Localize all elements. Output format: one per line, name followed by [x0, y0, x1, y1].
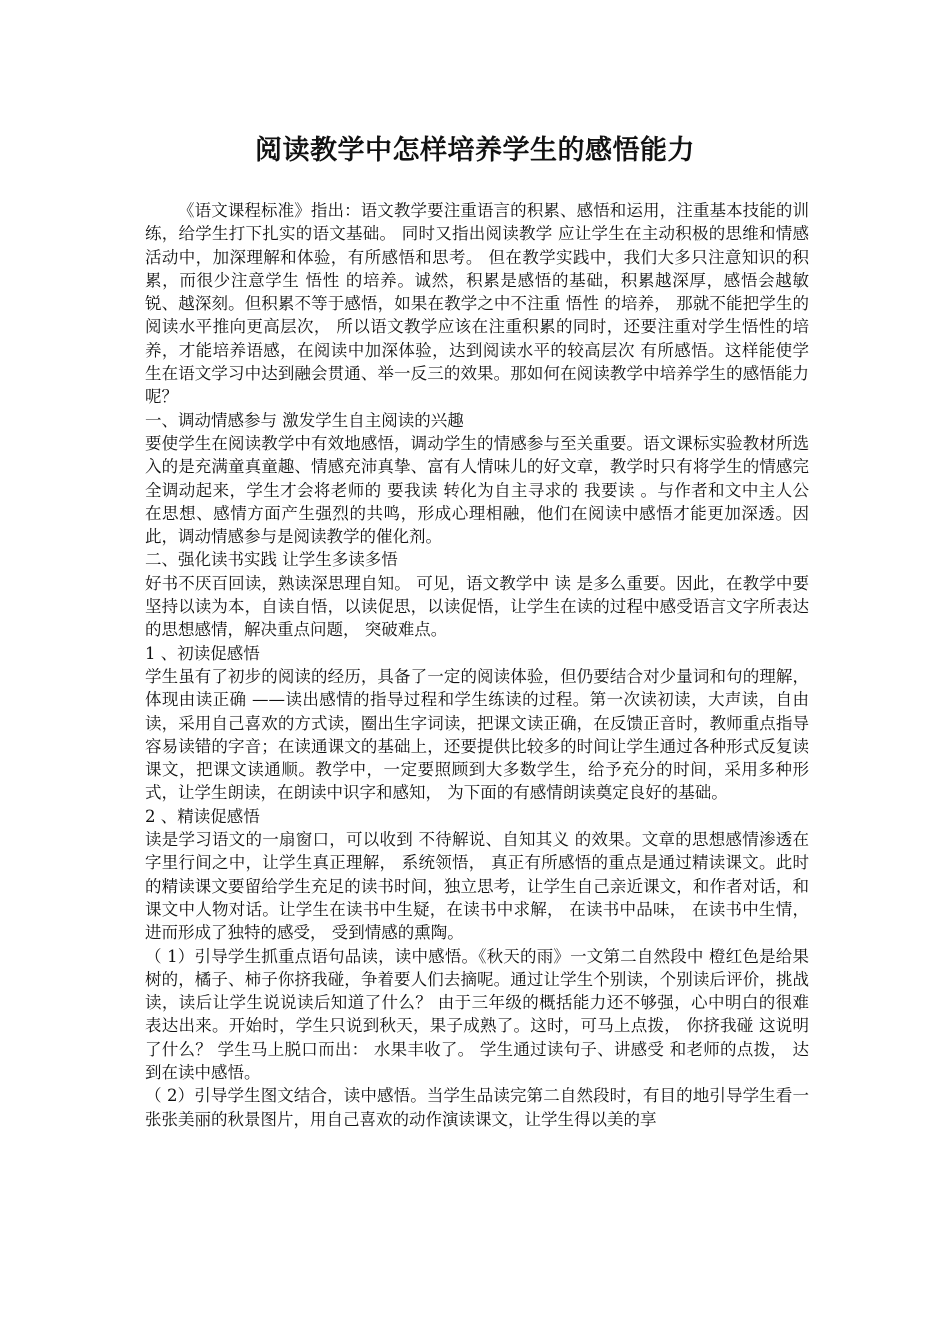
subsection-2-2-point-1: （ 1）引导学生抓重点语句品读，读中感悟。《秋天的雨》一文第二自然段中 橙红色是给果树的，橘子、柿子你挤我碰，争着要人们去摘呢。通过让学生个别读，个别读后评价，挑战读，读后让学生说说读后知道了什么？ 由于三年级的概括能力还不够强，心中明白的很难表达出来。开始时，学生只说到秋天，果子成熟了。这时，可马上点拨， 你挤我碰 这说明了什么？ 学生马上脱口而出： 水果丰收了。 学生通过读句子、讲感受 和老师的点拨， 达到在读中感悟。: [145, 946, 809, 1082]
section-heading-1: 一、调动情感参与 激发学生自主阅读的兴趣: [145, 410, 464, 430]
intro-paragraph: 《语文课程标准》指出：语文教学要注重语言的积累、感悟和运用，注重基本技能的训练，给学生打下扎实的语文基础。 同时又指出阅读教学 应让学生在主动积极的思维和情感活动中，加深理解和体验，有所感悟和思考。 但在教学实践中，我们大多只注意知识的积累，而很少注意学生 悟性 的培养。诚然，积累是感悟的基础，积累越深厚，感悟会越敏锐、越深刻。但积累不等于感悟，如果在教学之中不注重 悟性 的培养， 那就不能把学生的阅读水平推向更高层次， 所以语文教学应该在注重积累的同时，还要注重对学生悟性的培养，才能培养语感，在阅读中加深体验，达到阅读水平的较高层次 有所感悟。这样能使学生在语文学习中达到融会贯通、举一反三的效果。那如何在阅读教学中培养学生的感悟能力呢？: [145, 201, 809, 407]
document-title: 阅读教学中怎样培养学生的感悟能力: [255, 135, 695, 166]
section-heading-2: 二、强化读书实践 让学生多读多悟: [145, 550, 398, 570]
section-2-paragraph: 好书不厌百回读，熟读深思理自知。 可见，语文教学中 读 是多么重要。因此，在教学中要坚持以读为本，自读自悟，以读促思，以读促悟，让学生在读的过程中感受语言文字所表达的思想感情，解决重点问题， 突破难点。: [145, 573, 809, 640]
subsection-2-2-point-2: （ 2）引导学生图文结合，读中感悟。当学生品读完第二自然段时，有目的地引导学生看一张张美丽的秋景图片，用自己喜欢的动作演读课文，让学生得以美的享: [145, 1086, 809, 1129]
section-1-paragraph: 要使学生在阅读教学中有效地感悟，调动学生的情感参与至关重要。语文课标实验教材所选入的是充满童真童趣、情感充沛真挚、富有人情味儿的好文章，教学时只有将学生的情感完全调动起来，学生才会将老师的 要我读 转化为自主寻求的 我要读 。与作者和文中主人公在思想、感情方面产生强烈的共鸣，形成心理相融，他们在阅读中感悟才能更加深透。因此，调动情感参与是阅读教学的催化剂。: [145, 433, 809, 547]
subsection-heading-2-2: 2 、精读促感悟: [145, 806, 260, 826]
subsection-2-1-paragraph: 学生虽有了初步的阅读的经历，具备了一定的阅读体验，但仍要结合对少量词和句的理解，体现由读正确 ——读出感情的指导过程和学生练读的过程。第一次读初读，大声读，自由读，采用自己喜欢的方式读，圈出生字词读，把课文读正确，在反馈正音时，教师重点指导容易读错的字音；在读通课文的基础上，还要提供比较多的时间让学生通过各种形式反复读课文，把课文读通顺。教学中，一定要照顾到大多数学生，给予充分的时间，采用多种形式，让学生朗读，在朗读中识字和感知， 为下面的有感情朗读奠定良好的基础。: [145, 666, 809, 803]
subsection-heading-2-1: 1 、初读促感悟: [145, 643, 260, 663]
subsection-2-2-paragraph: 读是学习语文的一扇窗口，可以收到 不待解说、自知其义 的效果。文章的思想感情渗透在字里行间之中，让学生真正理解， 系统领悟， 真正有所感悟的重点是通过精读课文。此时的精读课文要留给学生充足的读书时间，独立思考，让学生自己亲近课文，和作者对话，和课文中人物对话。让学生在读书中生疑，在读书中求解， 在读书中品味， 在读书中生情， 进而形成了独特的感受， 受到情感的熏陶。: [145, 830, 809, 943]
document-body: [145, 199, 809, 1131]
